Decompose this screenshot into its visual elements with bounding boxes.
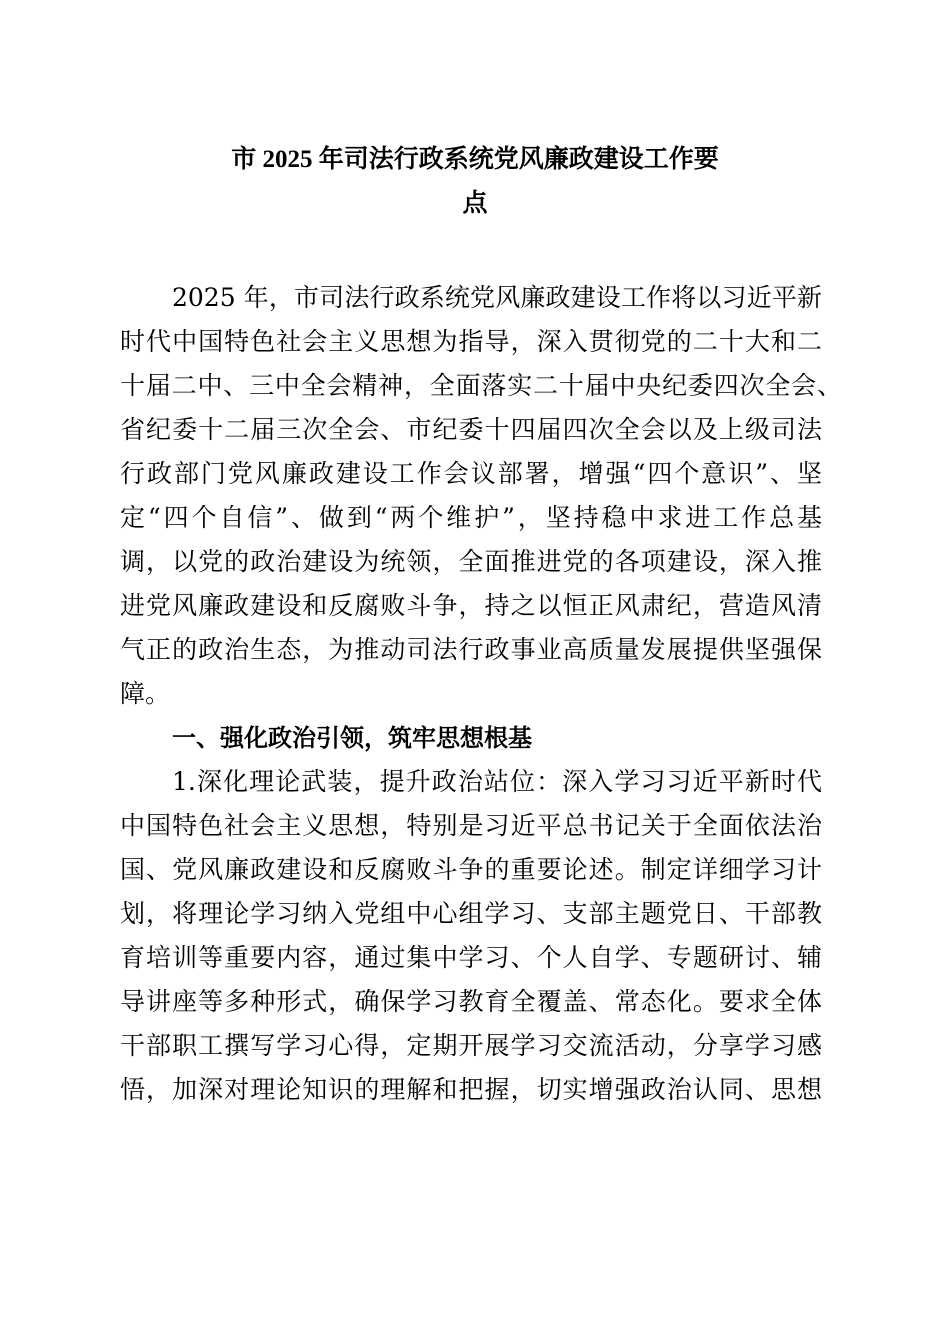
text-line: 进党风廉政建设和反腐败斗争，持之以恒正风肃纪，营造风清 (120, 591, 822, 620)
document-title (100, 138, 850, 226)
item-paragraph (120, 760, 822, 1112)
text-line: 育培训等重要内容，通过集中学习、个人自学、专题研讨、辅 (120, 943, 822, 972)
text-line: 国、党风廉政建设和反腐败斗争的重要论述。制定详细学习计 (120, 855, 822, 884)
text-line: 悟，加深对理论知识的理解和把握，切实增强政治认同、思想 (120, 1075, 822, 1104)
text-line: 时代中国特色社会主义思想为指导，深入贯彻党的二十大和二 (120, 327, 822, 356)
intro-paragraph (120, 276, 842, 716)
text-line: 气正的政治生态，为推动司法行政事业高质量发展提供坚强保 (120, 635, 822, 664)
text-line: 1.深化理论武装，提升政治站位：深入学习习近平新时代 (172, 767, 822, 796)
text-line: 省纪委十二届三次全会、市纪委十四届四次全会以及上级司法 (120, 415, 822, 444)
text-line: 干部职工撰写学习心得，定期开展学习交流活动，分享学习感 (120, 1031, 822, 1060)
title-line: 点 (462, 190, 488, 217)
text-line: 2025 年，市司法行政系统党风廉政建设工作将以习近平新 (172, 283, 822, 312)
text-line: 导讲座等多种形式，确保学习教育全覆盖、常态化。要求全体 (120, 987, 822, 1016)
section-heading: 一、强化政治引领，筑牢思想根基 (172, 724, 532, 752)
text-line: 调，以党的政治建设为统领，全面推进党的各项建设，深入推 (120, 547, 822, 576)
document-body (120, 276, 842, 1112)
text-line: 障。 (120, 679, 171, 708)
text-line: 行政部门党风廉政建设工作会议部署，增强“四个意识”、坚 (120, 459, 822, 488)
text-line: 定“四个自信”、做到“两个维护”，坚持稳中求进工作总基 (120, 503, 822, 532)
text-line: 划，将理论学习纳入党组中心组学习、支部主题党日、干部教 (120, 899, 822, 928)
text-line: 十届二中、三中全会精神，全面落实二十届中央纪委四次全会、 (120, 371, 842, 400)
text-line: 中国特色社会主义思想，特别是习近平总书记关于全面依法治 (120, 811, 822, 840)
title-line: 市 2025 年司法行政系统党风廉政建设工作要 (231, 146, 719, 173)
